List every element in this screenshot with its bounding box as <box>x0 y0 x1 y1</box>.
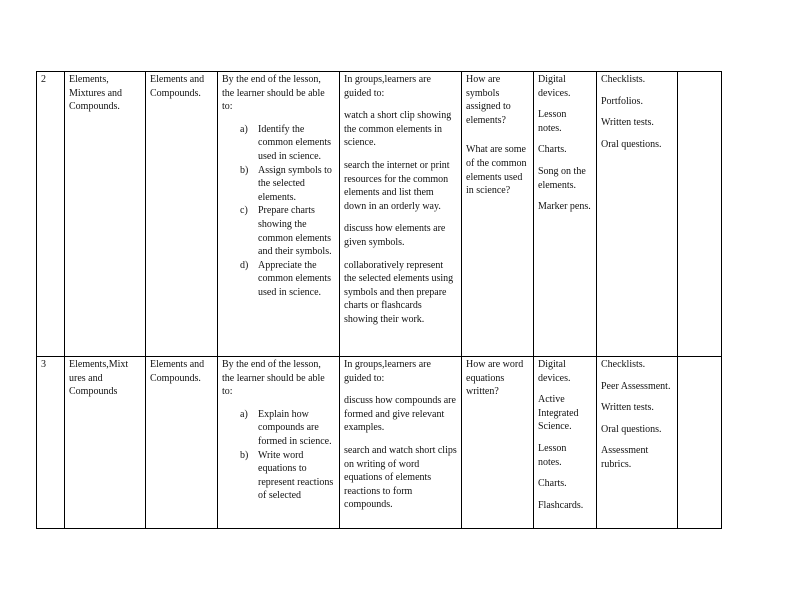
list-item: Written tests. <box>601 117 654 129</box>
list-item: Digital devices. <box>538 359 571 384</box>
list-marker: b) <box>240 164 249 176</box>
list-item: Lesson notes. <box>538 109 567 134</box>
scheme-of-work-table <box>36 71 722 529</box>
list-item: Assessment rubrics. <box>601 445 649 470</box>
outcomes-intro: By the end of the lesson, the learner should be able to: <box>222 359 325 398</box>
list-item: Digital devices. <box>538 74 571 99</box>
remarks-cell <box>678 72 722 357</box>
inquiry-question: How are symbols assigned to elements? <box>466 74 511 126</box>
strand-text: Elements,Mixt ures and Compounds <box>69 359 129 398</box>
week-number: 2 <box>41 74 46 85</box>
resources-list <box>538 73 592 214</box>
learning-outcomes-cell <box>218 72 340 357</box>
resources-list <box>538 358 592 512</box>
experience-item: search and watch short clips on writing of word equations of elements reactions to form compounds. <box>344 444 457 511</box>
list-item: Portfolios. <box>601 95 643 107</box>
list-marker: d) <box>240 259 249 271</box>
list-item: Charts. <box>538 478 567 490</box>
inquiry-question: What are some of the common elements used in science? <box>466 144 527 197</box>
remarks-cell <box>678 357 722 529</box>
learning-experiences-cell <box>340 357 462 529</box>
strand-cell <box>65 72 146 357</box>
week-cell <box>37 357 65 529</box>
sub-strand-cell <box>146 357 218 529</box>
experience-item: discuss how elements are given symbols. <box>344 223 446 248</box>
outcomes-list <box>222 408 335 503</box>
list-item: Oral questions. <box>601 423 662 435</box>
list-item <box>240 123 335 164</box>
strand-cell <box>65 357 146 529</box>
list-item: Lesson notes. <box>538 442 567 468</box>
list-item: Charts. <box>538 144 567 156</box>
list-item <box>240 204 335 258</box>
outcome-text: Write word equations to represent reactions of selected <box>258 449 334 502</box>
list-item: Song on the elements. <box>538 165 586 191</box>
experience-item: watch a short clip showing the common elements in science. <box>344 110 452 149</box>
list-item: Checklists. <box>601 359 646 370</box>
list-item <box>240 259 335 300</box>
sub-strand-cell <box>146 72 218 357</box>
list-item <box>240 408 335 449</box>
inquiry-question: How are word equations written? <box>466 359 524 398</box>
strand-text: Elements, Mixtures and Compounds. <box>69 74 123 113</box>
learning-experiences-cell <box>340 72 462 357</box>
experience-item: discuss how compounds are formed and give relevant examples. <box>344 395 456 434</box>
list-item <box>240 449 335 503</box>
outcome-text: Prepare charts showing the common elements and their symbols. <box>258 205 332 258</box>
learning-resources-cell <box>534 72 597 357</box>
list-item: Written tests. <box>601 402 654 414</box>
sub-strand-text: Elements and Compounds. <box>150 74 205 99</box>
learning-outcomes-cell <box>218 357 340 529</box>
list-item: Peer Assessment. <box>601 380 671 392</box>
assessment-list <box>601 73 673 151</box>
list-item <box>240 164 335 205</box>
list-item: Flashcards. <box>538 499 584 511</box>
list-marker: c) <box>240 205 248 217</box>
experiences-intro: In groups,learners are guided to: <box>344 74 431 99</box>
assessment-list <box>601 358 673 472</box>
outcomes-list <box>222 123 335 300</box>
list-marker: b) <box>240 449 249 461</box>
table-row-week-2 <box>37 72 722 357</box>
assessment-cell <box>597 357 678 529</box>
list-marker: a) <box>240 123 248 135</box>
list-item: Checklists. <box>601 74 646 85</box>
table-row-week-3 <box>37 357 722 529</box>
inquiry-questions-cell <box>462 357 534 529</box>
list-item: Active Integrated Science. <box>538 394 579 433</box>
learning-resources-cell <box>534 357 597 529</box>
outcome-text: Appreciate the common elements used in science. <box>258 259 332 298</box>
list-item: Marker pens. <box>538 201 591 213</box>
assessment-cell <box>597 72 678 357</box>
experience-item: search the internet or print resources for the common elements and list them down in an orderly way. <box>344 159 450 212</box>
experiences-intro: In groups,learners are guided to: <box>344 359 431 384</box>
week-cell <box>37 72 65 357</box>
inquiry-questions-cell <box>462 72 534 357</box>
week-number: 3 <box>41 359 46 370</box>
outcomes-intro: By the end of the lesson, the learner should be able to: <box>222 74 325 113</box>
list-item: Oral questions. <box>601 138 662 150</box>
outcome-text: Explain how compounds are formed in science. <box>258 408 332 447</box>
sub-strand-text: Elements and Compounds. <box>150 359 205 384</box>
outcome-text: Identify the common elements used in science. <box>258 123 332 162</box>
experience-item: collaboratively represent the selected elements using symbols and then prepare charts or flashcards showing their work. <box>344 259 454 325</box>
list-marker: a) <box>240 408 248 420</box>
outcome-text: Assign symbols to the selected elements. <box>258 164 332 203</box>
